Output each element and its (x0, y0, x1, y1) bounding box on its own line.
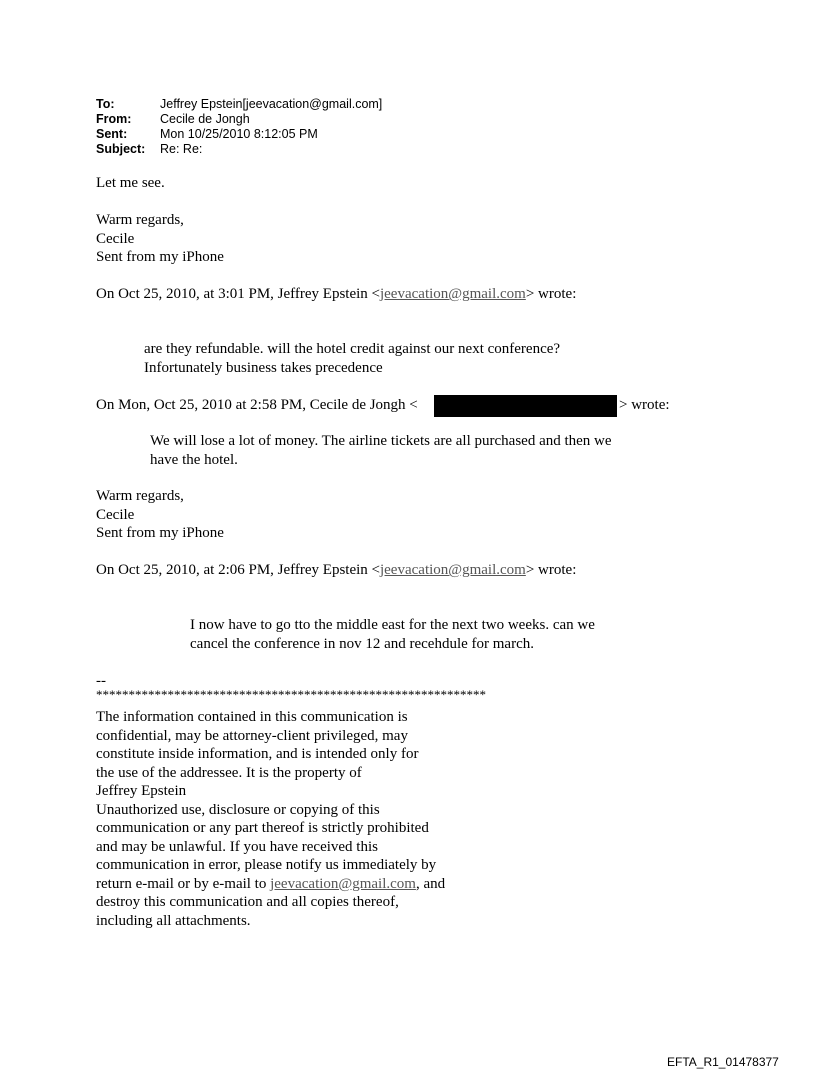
to-value: Jeffrey Epstein[jeevacation@gmail.com] (160, 97, 383, 111)
message-line: We will lose a lot of money. The airline tickets are all purchased and then we (150, 433, 612, 449)
disclaimer-line: communication or any part thereof is strictly prohibited (96, 820, 429, 836)
disclaimer-line: The information contained in this communication is (96, 709, 408, 725)
from-label: From: (96, 112, 132, 126)
quote-header-1 (96, 285, 576, 304)
signature-line: Warm regards, (96, 212, 184, 228)
from-value: Cecile de Jongh (160, 112, 250, 126)
quoted-message-2 (144, 340, 560, 377)
quote-header-text: On Oct 25, 2010, at 2:06 PM, Jeffrey Epstein < (96, 562, 380, 578)
to-label: To: (96, 97, 115, 111)
document-id: EFTA_R1_01478377 (667, 1055, 779, 1069)
sent-label: Sent: (96, 127, 128, 141)
quoted-message-4 (190, 616, 595, 653)
message-line: are they refundable. will the hotel credit against our next conference? (144, 341, 561, 357)
signature-1 (96, 211, 224, 267)
signature-line: Sent from my iPhone (96, 525, 224, 541)
subject-row (96, 142, 382, 157)
disclaimer-line: confidential, may be attorney-client privileged, may (96, 727, 408, 744)
quote-header-text: On Mon, Oct 25, 2010 at 2:58 PM, Cecile de Jongh < (96, 397, 418, 413)
signature-2 (96, 487, 224, 543)
disclaimer-line: and may be unlawful. If you have received this (96, 838, 378, 855)
email-link[interactable]: jeevacation@gmail.com (379, 562, 526, 578)
sent-row (96, 127, 382, 142)
redaction-block (434, 395, 617, 417)
disclaimer (96, 708, 445, 930)
disclaimer-text: , and (415, 875, 446, 892)
quote-header-text: On Oct 25, 2010, at 3:01 PM, Jeffrey Epstein < (96, 286, 380, 302)
disclaimer-line: destroy this communication and all copies thereof, (96, 894, 399, 910)
quoted-message-3 (150, 432, 612, 469)
signature-dash: -- (96, 673, 106, 689)
email-link[interactable]: jeevacation@gmail.com (379, 286, 526, 302)
message-line: I now have to go tto the middle east for the next two weeks. can we (190, 617, 595, 633)
reply-text: Let me see. (96, 175, 165, 191)
to-row (96, 97, 382, 112)
message-line: cancel the conference in nov 12 and recehdule for march. (190, 635, 534, 652)
email-header (96, 97, 382, 157)
quote-header-text: > wrote: (619, 397, 670, 413)
disclaimer-line: including all attachments. (96, 912, 251, 929)
signature-line: Warm regards, (96, 488, 184, 504)
from-row (96, 112, 382, 127)
disclaimer-line (96, 875, 445, 894)
signature-line: Cecile (96, 230, 135, 247)
disclaimer-line: Unauthorized use, disclosure or copying of this (96, 801, 380, 818)
separator-stars: ************************************************************ (96, 687, 486, 702)
disclaimer-text: return e-mail or by e-mail to (96, 875, 271, 892)
signature-line: Sent from my iPhone (96, 249, 224, 265)
disclaimer-line: constitute inside information, and is intended only for (96, 746, 419, 762)
message-line: Infortunately business takes precedence (144, 359, 383, 376)
subject-value: Re: Re: (160, 142, 203, 156)
sent-value: Mon 10/25/2010 8:12:05 PM (160, 127, 318, 141)
email-link[interactable]: jeevacation@gmail.com (270, 875, 416, 892)
signature-line: Cecile (96, 506, 135, 523)
disclaimer-line: Jeffrey Epstein (96, 783, 187, 799)
disclaimer-line: communication in error, please notify us immediately by (96, 857, 437, 873)
quote-header-text: > wrote: (525, 562, 577, 578)
quote-header-3 (96, 561, 576, 580)
subject-label: Subject: (96, 142, 146, 156)
message-line: have the hotel. (150, 451, 238, 468)
disclaimer-line: the use of the addressee. It is the property of (96, 764, 362, 781)
quote-header-text: > wrote: (525, 286, 577, 302)
